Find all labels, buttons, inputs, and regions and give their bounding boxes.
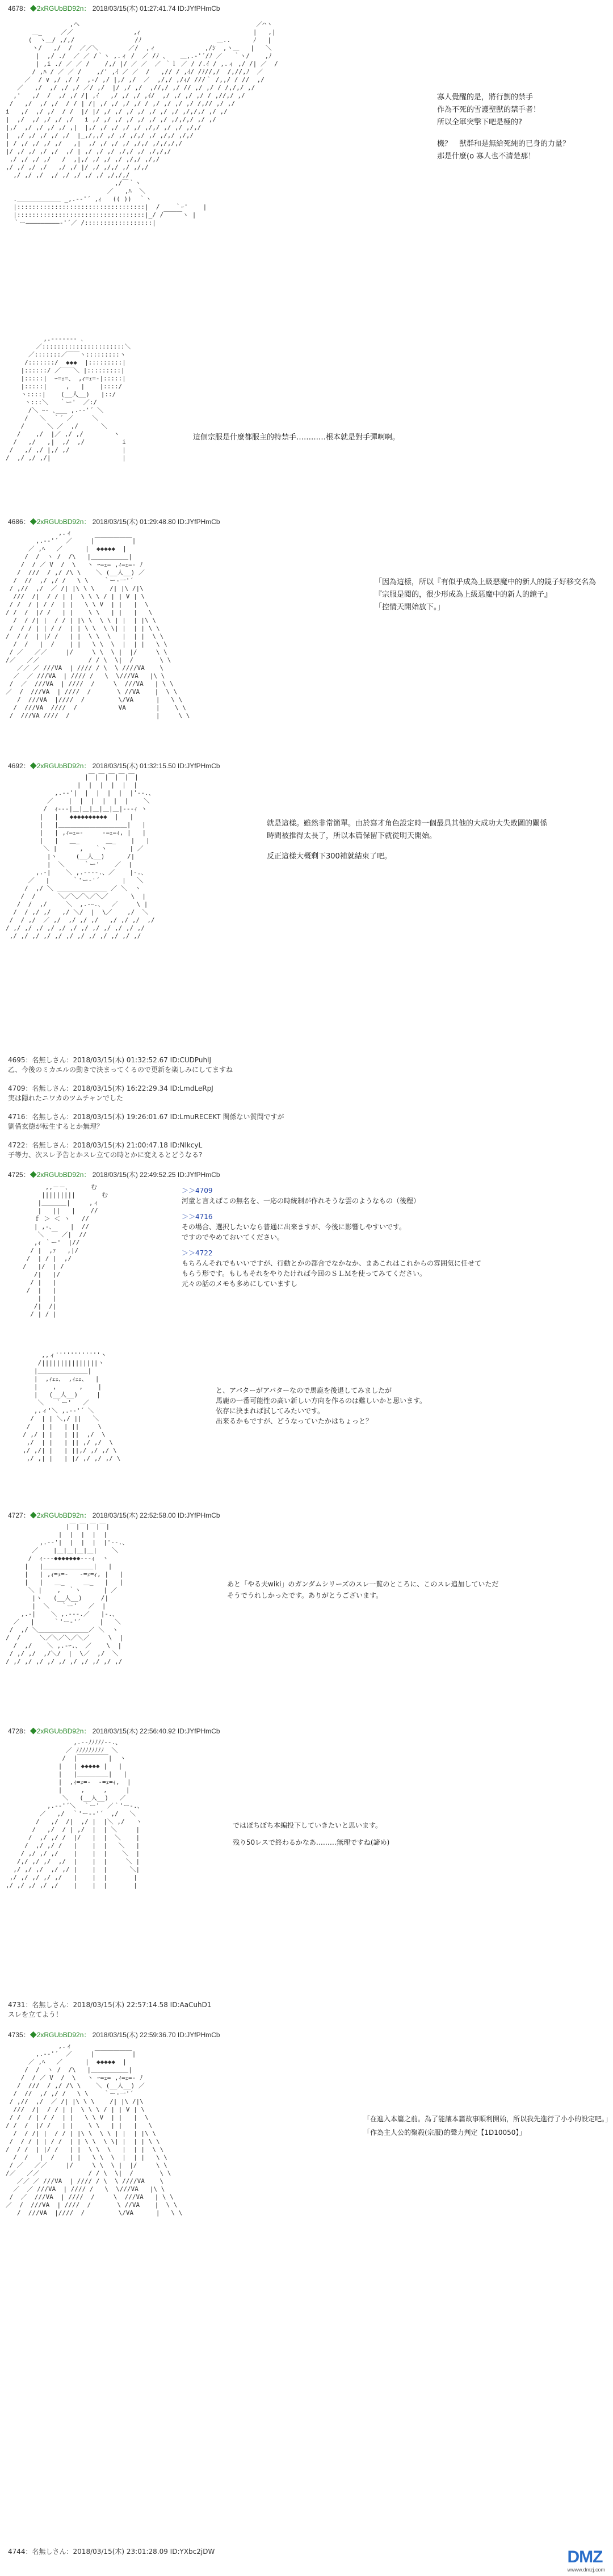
- reply-header: 4709：名無しさん：2018/03/15(木) 16:22:29.34 ID:LmdLeRpJ: [8, 1084, 213, 1092]
- dialogue-line: もらう形です。もしもそれをやりたければ今回のＳＬＭを使ってみてください。: [182, 1270, 427, 1277]
- dialogue-line[interactable]: ＞＞4716: [182, 1213, 213, 1221]
- logo-main-text: DMZ: [567, 2548, 603, 2566]
- reply-text: 乙、今後のミカエルの動きで決まってくるので更新を楽しみにしてますね: [8, 1066, 233, 1074]
- post-number: 4735：: [8, 2031, 30, 2039]
- dialogue-line: 時間被推得太長了，所以本篇保留下就從明天開始。: [267, 832, 437, 840]
- dialogue-line: 那是什麼(o 寡人也不清楚那！: [437, 152, 536, 161]
- dialogue-line: 元々の話のメモも多めにしていますし: [182, 1280, 298, 1288]
- post-4725-continued: [0, 1351, 613, 1510]
- ascii-art-lord-crown: |￣|￣|￣|￣|￣| | | | | | | ,.-‐'| | | | | |'‐-.、 ／ | | | | | | ＼ / ｨ---|＿|＿|＿|＿|＿|---ｨ ヽ | | ◆◆◆◆◆◆◆◆◆◆ | | | |＿＿＿＿＿＿＿＿＿＿＿| | | | ,ｨ=ｪ=- -=ｪ=ｨ, | | | | ＿_ ＿_ | | ＼ | , ｀ヽ | ／ |ヽ (__人__) /| | ＼ ｀ー' ／ | ,.-| ＼ ,.-‐‐-.、／ |-.、 ／ | ｀'ー‐'´ | ＼ / ,/ ＼ ＿＿＿＿＿＿＿＿ ／ ＼ ヽ / / ＼／＼／＼／＼／ \ | / / ,/ ＼ ,.‐ｰ.、 ／ \ | / / ,/ ,/ ,/ ＼/ | \／ ,/ ＼ / / ,/ ／ ,/ ,/ ,/ ,/ ,/ ,/ ,/ ,/ / ,/ ,/ ,/ ,/ ,/ ,/ ,/ ,/ ,/ ,/ ,/ ,/ ,/ ,/ ,/ ,/ ,/ ,/ ,/ ,/ ,/ ,/ ,/ ,/: [6, 773, 155, 940]
- post-number: 4686：: [8, 518, 30, 526]
- post-id[interactable]: ID:JYfPHmCb: [177, 1511, 220, 1519]
- post-id[interactable]: ID:JYfPHmCb: [177, 518, 220, 526]
- dialogue-line: 馬鹿の一番可能性の高い新しい方向を作るのは難しいかと思います。: [216, 1397, 427, 1405]
- dialogue-line[interactable]: ＞＞4722: [182, 1249, 213, 1257]
- post-trip[interactable]: ◆2xRGUbBD92n：: [30, 518, 91, 526]
- post-dialogue: [233, 1820, 389, 1848]
- post-id[interactable]: ID:JYfPHmCb: [177, 1171, 220, 1179]
- post-date: 2018/03/15(木) 22:49:52.25: [92, 1171, 176, 1179]
- dialogue-line: 「控情天開始放下。」: [375, 603, 445, 611]
- dialogue-line: 河童と言えばこの無名を、一応の時統制が作れそうな雲のようなもの（後程）: [182, 1197, 421, 1205]
- post-id[interactable]: ID:JYfPHmCb: [177, 1727, 220, 1735]
- dialogue-line: 「因為這樣，所以『有似乎成為上級惡魔中的新人的鏡子好移交名為: [375, 578, 597, 587]
- site-watermark-logo: [567, 2548, 605, 2573]
- post-header: [8, 1726, 220, 1736]
- reply-header: 4744：名無しさん：2018/03/15(木) 23:01:28.09 ID:YXbc2jDW: [8, 2548, 215, 2556]
- dialogue-line: ですのでやめておいてください。: [182, 1233, 284, 1241]
- post-date: 2018/03/15(木) 22:56:40.92: [92, 1727, 176, 1735]
- reply-4709: [8, 1083, 213, 1103]
- ascii-art-lord-crowd: ,.ィ ,.-‐'´ ／ |￣￣￣￣￣￣| ／ ,ﾍ ／ | ◆◆◆◆◆ | / / ヽ / /\ |＿＿＿＿＿＿| / / ／ V / \ ヽ ｰ=ｪ= ,ｨ=ｪ=- ﾉ / /// / ,/ /\ \ ＼ (__人__) ／ / // ,/ ,/ / \ \ ｀ー‐一'´ / ,// ,/ ／ /| |\ \ \ /| |\ /|\ /// /| / / | | \ \ \ / | | V | \ / / / | / / | | \ \ V | | | \ / / / |/ / | | \ \ | | | \ / / /| | / / | |\ \ \ \ | | | |\ \ / / / | | / / | | \ \ \ \| | | | \ \ / / / | |/ / | | \ \ \ | | | \ \ / / | / | | \ \ \ | | | \ \ / ／ ／／ |/ \ \ \ | |/ \ \ /／ ／／ / / \ \| / \ \ ／／ ／ ///VA | //// / \ \ ////VA \ ／ ／ ///VA | //// / \ \///VA |\ \ / ／ ///VA | //// / \ ///VA | \ \ ／ / ///VA | //// / \ //VA | \ \ / ///VA |//// / \/VA | \ \ / ///VA //// / VA | \ \ / ///VA //// / | \ \: [6, 529, 190, 719]
- dialogue-line: 依存に決まれば試してみたいです。: [216, 1407, 325, 1415]
- post-date: 2018/03/15(木) 01:27:41.74: [92, 5, 176, 12]
- post-number: 4725：: [8, 1171, 30, 1179]
- post-number: 4727：: [8, 1511, 30, 1519]
- dialogue-line: 就是這樣。雖然非常簡單。由於寫才角色設定時一個最具其他的大成功大失敗圖的關係: [267, 819, 548, 828]
- post-id[interactable]: ID:JYfPHmCb: [177, 762, 220, 770]
- post-trip[interactable]: ◆2xRGUbBD92n：: [30, 5, 91, 12]
- dialogue-line: 所以全軍突撃下吧是極的?: [437, 118, 522, 127]
- dialogue-line[interactable]: ＞＞4709: [182, 1187, 213, 1195]
- dialogue-line: 這個宗服是什麼都服主的特禁手…………根本就是對手彈啊啊。: [193, 433, 400, 442]
- post-trip[interactable]: ◆2xRGUbBD92n：: [30, 1511, 91, 1519]
- dialogue-line: 『宗服是閱的，很少形成為上級惡魔中的新人的鏡子』: [375, 590, 552, 599]
- post-dialogue: [363, 2112, 612, 2139]
- post-dialogue: [267, 818, 547, 863]
- post-header: [8, 1170, 220, 1179]
- post-trip[interactable]: ◆2xRGUbBD92n：: [30, 1171, 91, 1179]
- post-4728: [0, 1726, 613, 1993]
- post-date: 2018/03/15(木) 22:59:36.70: [92, 2031, 176, 2039]
- post-dialogue: [375, 576, 596, 614]
- ascii-art-lord-crowd-2: ,.ィ ,.-‐'´ ／ |￣￣￣￣￣￣| ／ ,ﾍ ／ | ◆◆◆◆◆ | / / ヽ / /\ |＿＿＿＿＿＿| / / ／ V / \ ヽ ｰ=ｪ= ,ｨ=ｪ=- ﾉ / /// / ,/ /\ \ ＼ (__人__) ／ / // ,/ ,/ / \ \ ｀ー‐一'´ / ,// ,/ ／ /| |\ \ \ /| |\ /|\ /// /| / / | | \ \ \ / | | V | \ / / / | / / | | \ \ V | | | \ / / / |/ / | | \ \ | | | \ / / /| | / / | |\ \ \ \ | | | |\ \ / / / | | / / | | \ \ \ \| | | | \ \ / / / | |/ / | | \ \ \ | | | \ \ / / | / | | \ \ \ | | | \ \ / ／ ／／ |/ \ \ \ | |/ \ \ /／ ／／ / / \ \| / \ \ ／／ ／ ///VA | //// / \ \ ////VA \ ／ ／ ///VA | //// / \ \///VA |\ \ / ／ ///VA | //// / \ ///VA | \ \ ／ / ///VA | //// / \ //VA | \ \ / ///VA |//// / \/VA | \ \: [6, 2042, 183, 2217]
- dialogue-line: あと「やる夫wiki」のガンダムシリーズのスレ一覧のところに、このスレ追加していただ: [227, 1580, 499, 1588]
- dialogue-line: 機？ 獸群和是無給死純的已身的力量？: [437, 140, 570, 148]
- post-id[interactable]: ID:JYfPHmCb: [177, 2031, 220, 2039]
- logo-sub-text: wwww.dmzj.com: [567, 2567, 605, 2573]
- post-date: 2018/03/15(木) 22:52:58.00: [92, 1511, 176, 1519]
- post-header: [8, 1510, 220, 1520]
- post-4735: [0, 2030, 613, 2274]
- dialogue-line: 反正這樣大概剩下300補就結束了吧。: [267, 852, 392, 861]
- post-trip[interactable]: ◆2xRGUbBD92n：: [30, 1727, 91, 1735]
- dialogue-line: ではぼちぼち本編投下していきたいと思います。: [233, 1821, 383, 1829]
- reply-text: 劉備玄德が転生するとか無理？: [8, 1122, 104, 1130]
- post-number: 4692：: [8, 762, 30, 770]
- post-4678: [0, 3, 613, 299]
- reply-header: 4731：名無しさん：2018/03/15(木) 22:57:14.58 ID:AaCuhD1: [8, 2001, 212, 2009]
- dialogue-line: 作為不死的雪護聖獸的禁手者！: [437, 106, 541, 114]
- dialogue-line: 残り50レスで終わるかなあ………無理ですね(諦め): [233, 1838, 390, 1846]
- dialogue-line: [233, 1831, 389, 1837]
- post-number: 4728：: [8, 1727, 30, 1735]
- ascii-art-small-figure-2: ,,ィ''''''''''''ヽ /|||||||||||||||ヽ |＿＿＿＿＿＿＿＿| | ,ｨｪｪ、 ,ｨｪｪ、 | | , , | | (__人__) | ＼ ｀ー' ／ ,.ィ'＼ ,.-‐'´ ＼ / | | ＼,/ || ＼ / | | | || \ / ,/ | | | || ,/ \ ,/ | | | || ,/ ,/ \ ,/ ,/| | | ||,/ ,/ ,/ \ ,/ ,| | | |/ ,/ ,/ ,/ \: [23, 1351, 121, 1462]
- post-header: [8, 517, 220, 526]
- ascii-art-lord-crown-2: |￣|￣|￣|￣| | | | | | ,.-‐'| | | | |'‐-.、 ／ |＿|＿|＿|＿| ＼ / ｨ---◆◆◆◆◆◆◆---ｨ ヽ | |＿＿＿＿＿＿＿＿| | | | ,ｨ=ｪ=- -=ｪ=ｨ, | | | | ＿_ ＿_ | | ＼ | , ｀ヽ | ／ |ヽ (__人__) /| | ＼ ｀ー' ／ | ,.-| ＼ ,.-‐-.／ |-.、 ／ | ｀'ー‐'´ | ＼ / ,/ ＼＿＿＿＿＿＿＿＿／ ＼ ヽ / / ＼／＼／＼／＼／ \ | / ,/ ＼ ,.‐ｰ.、 ／ \ | / ,/ ,/ ,/＼/ | \／ ,/ ＼ / ,/ ,/ ,/ ,/ ,/ ,/ ,/ ,/ ,/ ,/: [6, 1523, 129, 1665]
- post-4692: [0, 761, 613, 1045]
- reply-header: 4716：名無しさん：2018/03/15(木) 19:26:01.67 ID:LmuRECEKT 関係ない質問ですが: [8, 1113, 284, 1121]
- dialogue-line: もちろんそれでもいいですが、行動とかの都合でなかなか、まあこれはこれからの雰囲気に任せて: [182, 1259, 482, 1267]
- post-4678-continued: [0, 335, 613, 505]
- reply-4716: [8, 1112, 284, 1131]
- reply-4722: [8, 1140, 202, 1159]
- post-4686: [0, 517, 613, 761]
- post-dialogue: [227, 1578, 498, 1601]
- post-dialogue: [182, 1186, 481, 1289]
- reply-4744: [8, 2546, 215, 2556]
- reply-text: 実は隠れたニワカのツムチャンでした: [8, 1094, 124, 1102]
- post-header: [8, 3, 220, 13]
- post-dialogue: [193, 432, 400, 444]
- dialogue-line: [182, 1206, 481, 1212]
- dialogue-line: 出来るかもですが、どうなっていたかはちょっと？: [216, 1417, 373, 1425]
- post-id[interactable]: ID:JYfPHmCb: [177, 5, 220, 12]
- post-4725: [0, 1170, 613, 1340]
- reply-header: 4722：名無しさん：2018/03/15(木) 21:00:47.18 ID:NlkcyL: [8, 1141, 203, 1149]
- ascii-art-lord-standing: ,.-‐ﾉﾉﾉﾉﾉ‐-.、 ／ ﾉﾉﾉﾉﾉﾉﾉﾉﾉ ＼ / |￣￣￣￣￣| ヽ | | ◆◆◆◆◆ | | | |＿＿＿＿＿| | | ,ｨ=ｪ=- -=ｪ=ｨ, | | , , | ＼ (__人__) ／ ,.-‐'´＼ ｀ー' ／｀'ー-.、 ／ ,/ ｀'ー‐‐'´ ,/ ＼ / ,/ /| ,/ | |＼ ,/ ヽ / ,/ / | ,/ | | ＼ | / ,/ ,/ / |/ | | ＼ | / ,/ ,/ / | | | ＼ | / ,/ ,/ ,/ | | | ＼ | /,/ ,/ ,/ ,/ | | | ＼ | ,/ ,/ ,/ ,/ ,/ | | | ＼| ,/ ,/ ,/ ,/ ,/ | | | | ,/ ,/ ,/ ,/ ,/ | | | |: [6, 1739, 144, 1889]
- dialogue-line: 寡人覺醒的是，將行劉的禁手: [437, 93, 534, 102]
- post-trip[interactable]: ◆2xRGUbBD92n：: [30, 2031, 91, 2039]
- ascii-art-lord-with-sword: ,ヘ ／⌒ヽ ＿_ ／／ ,ｨ | ,| ( ヽ＿/ ,/,/ /ﾉ ＿.. ﾉ | ヽ/ ,/ / ／／＼ ／/ ,ィ ,/ｼ ,ヽ＿ | ＼ | ,/ ./ ／ ／ /｀ヽ ,.ィ / ／ /ﾉ 、 ＿,.-'´/ﾉ ／ ｀ヽ/ ,ﾉ | ,i ./ ／ ／ / /,/ |/ ／ ／ ／ ｀ｌ ／ / /.ｲ / ,.ィ ,/ /| ／ / / ,ﾊ / ／ ／ / ,/' ,ｲ ／ ／ / ,// / ,ｲ/ /ﾉ//,/ /,//,ﾉ ／ ／ / ∨ ,/ ,/ / ,-/ ,/ |,/ ,/ ／ ,/,/ ,/ｨ/ ///｀ /,,/ / // ,/ ／ ,/ ,/ ,/ ,/ ／/ ,/ |/ ,/ ,/ ,//,/ ,/ // ,/ ,/ / /,/,/ ,/ ,' ,/ / ,/ ,/ /| ,ｲ ,/ ,/ ,/ ,ｲ/ ,/ ,/ ,/ ,/ / ,//,/ ,/ / ,/ ,/ ,/ / / | /| ,/ ,/ ,/ ,/ / ,/ ,/ ,/ ,/ /,// ,/ ,/ i ,/ ,/ ,/ / / |/ |/ ,/ ,/ ,/ ,/ ,/ ,/ ,/ ,/,/,/ ,/ ,/ | ,/ ,/ ,/ ,/ ,/ i ,/ ,/ ,/ ,/ ,/ ,/ ,/ ,/,/,/ ,/ ,/ |,/ ,/ ,/ ,/ ,/ ,| |,/ ,/ ,/ ,/ ,/ ,/,/ ,/ ,/ ,/,/ | ,/ ,/ ,/ ,/ ,/ |_,/,,/ ,/ ,/ ,/,/ ,/ ,/,/ ,/,/ | / ,/ ,/ ,/ ,/ ,| ,/ ,/ ,/ ,/ ,/,/ ,/,/,/,/ |/ ,/ ,/ ,/ ,/ ,/ | ,/ ,/ ,/ ,/,/ ,/ ,/,/,/ ,/ ,/ ,/ ,/ / ,|,/ ,/ ,/ ,/ ,/,/ ,/,/ ,/ ,/ ,/ ,/ ,/ ,/ |/ ,/ ,/,/ ,/ ,/,/ ,/ ,/ ,/ ,/ ,/ ,/ ,/ ,/ ,/,/,/ ,/￣｀ヽ ／ ,ﾊ ＼ .＿＿＿＿＿＿＿ _,.-‐'´ ,ｨ (( )) ｀ヽ |::::::::::::::::::::::::::::::::::| / ｀ｰ' | |::::::::::::::::::::::::::::::::::|_/ /￣￣￣ヽ | ｀ー―――――――――‐'´／ /::::::::::::::::::|: [6, 20, 278, 227]
- post-date: 2018/03/15(木) 01:29:48.80: [92, 518, 176, 526]
- reply-text: スレを立てよう！: [8, 2010, 63, 2018]
- dialogue-line: と、アバターがアバターなので馬鹿を後退してみましたが: [216, 1387, 392, 1394]
- dialogue-line: そうでうれしかったです。ありがとうございます。: [227, 1591, 383, 1599]
- reply-header: 4695：名無しさん：2018/03/15(木) 01:32:52.67 ID:CUDPuhlJ: [8, 1056, 212, 1064]
- dialogue-line: [182, 1242, 481, 1248]
- post-header: [8, 2030, 220, 2039]
- dialogue-line: 「作為主人公的聚殺(宗服)的聲力判定【1D10050】」: [363, 2129, 526, 2137]
- dialogue-line: [267, 843, 547, 851]
- dialogue-line: 「在進入本篇之前。為了能讓本篇故事順利開始，所以我先進行了小小的設定吧。」: [363, 2115, 612, 2123]
- dialogue-line: その場合、選択したいなら普通に出来ますが、今後に影響しやすいです。: [182, 1223, 406, 1231]
- ascii-art-lord-face: ,.-‐‐‐‐‐- ､ ／::::::::::::::::::::::＼ ／:::::::／￣￣ヽ:::::::::ヽ /:::::::/ ◆◆◆ |:::::::::| |::::::/ ／￣￣＼ |:::::::::| |:::::| ｰ=ｪ=、 ,ｨ=ｪ=-|:::::| |:::::| , | |::::/ ヽ::::| (__人__) |::/ ヽ:::＼ ｀ー' ／:/ /＼ ｰ- ､___ ,.-‐'´ ＼ / ＼ ｀´ ／ ＼ / ＼ ／ ,/ ＼ / ,/ |／ ,/ ,/ ヽ / ,/ ,| ,/ ,/ i / ,/ ,/ |,/ ,/ | / ,/ ,/ ,/| |: [6, 335, 131, 462]
- post-trip[interactable]: ◆2xRGUbBD92n：: [30, 762, 91, 770]
- reply-4695: [8, 1055, 233, 1074]
- post-header: [8, 761, 220, 770]
- post-date: 2018/03/15(木) 01:32:15.50: [92, 762, 176, 770]
- post-dialogue: [437, 91, 570, 163]
- post-dialogue: [216, 1385, 426, 1426]
- reply-4731: [8, 2000, 212, 2019]
- reply-text: 子等力、次スレ予告とかスレ立ての時とかに変えるとどうなる?: [8, 1151, 203, 1159]
- ascii-art-small-figure: ,,－－､ む ||||||||| む |＿＿＿＿| ,ィ | || | // ｆ ＞ ＜ ヽ // | ,-、 | // ＼ ￣ ／| // ,ｨ ｀ー' |// / | ,ｧ ,|/ / | / | ,/ / |/ | / /| |/ / | | / | | | | /| /| / | / |: [23, 1183, 108, 1318]
- post-4727: [0, 1510, 613, 1720]
- post-number: 4678：: [8, 5, 30, 12]
- dialogue-line: [437, 129, 570, 138]
